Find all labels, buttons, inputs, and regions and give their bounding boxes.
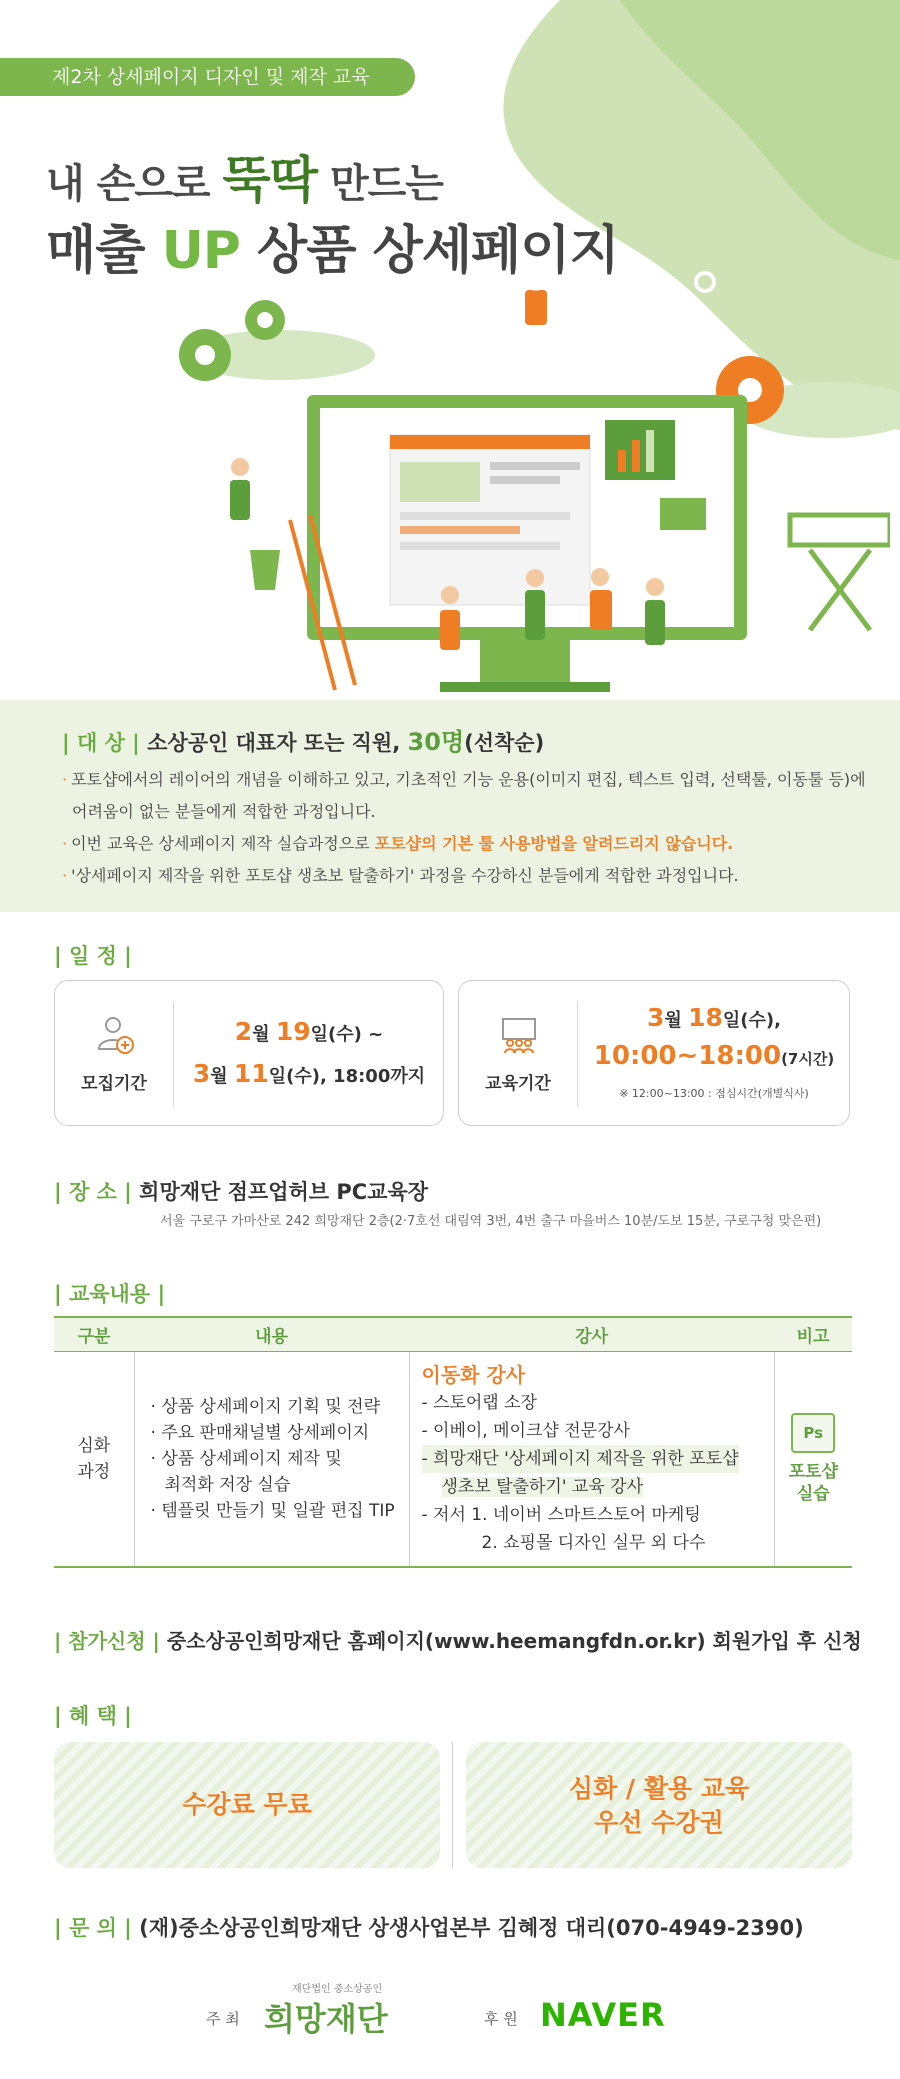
- classroom-icon: [499, 1015, 539, 1055]
- target-note-2: · 이번 교육은 상세페이지 제작 실습과정으로 포토샵의 기본 툴 사용방법을 알려드리지 않습니다.: [62, 834, 734, 853]
- target-note-2-text: 이번 교육은 상세페이지 제작 실습과정으로: [71, 834, 375, 853]
- host-logo: 희망재단: [264, 2000, 388, 2038]
- headline2-emphasis: UP: [161, 221, 240, 281]
- career-item: - 희망재단 '상세페이지 제작을 위한 포토샵: [422, 1445, 739, 1473]
- recruit-end-day: 11: [233, 1059, 269, 1088]
- target-label: | 대 상 |: [62, 731, 140, 755]
- contact-label-text: 문 의: [68, 1916, 117, 1940]
- headline-line1: [46, 140, 443, 212]
- edu-day: 18: [688, 1003, 723, 1032]
- recruit-end-month: 3: [192, 1059, 211, 1088]
- col-header: 구분: [54, 1317, 134, 1351]
- contact-text: (재)중소상공인희망재단 상생사업본부 김혜정 대리(070-4949-2390): [139, 1916, 804, 1940]
- recruit-end: [174, 1059, 444, 1088]
- benefit-priority-line2: 우선 수강권: [594, 1808, 724, 1837]
- recruit-start-day: 19: [275, 1017, 311, 1046]
- category-cell: [54, 1351, 134, 1567]
- edu-date: [578, 1003, 850, 1032]
- recruit-start: [174, 1017, 444, 1046]
- place-name: 희망재단 점프업허브 PC교육장: [139, 1180, 429, 1204]
- schedule-label-text: 일 정: [68, 944, 117, 968]
- edu-weekday: 일(수),: [722, 1010, 781, 1031]
- benefit-priority-line1: 심화 / 활용 교육: [568, 1774, 750, 1803]
- apply-text[interactable]: 중소상공인희망재단 홈페이지(www.heemangfdn.or.kr) 회원가입 후 신청: [166, 1629, 862, 1653]
- recruit-start-month: 2: [234, 1017, 253, 1046]
- list-item: · 상품 상세페이지 기획 및 전략: [150, 1396, 380, 1417]
- target-heading: [62, 722, 544, 757]
- headline-post: 만드는: [317, 161, 443, 207]
- target-section: [0, 700, 900, 912]
- content-table: [54, 1316, 852, 1568]
- edu-month-unit: 월: [664, 1010, 689, 1031]
- target-label-text: 대 상: [76, 731, 125, 755]
- target-note-3-text: '상세페이지 제작을 위한 포토샵 생초보 탈출하기' 과정을 수강하신 분들에게 적합한 과정입니다.: [71, 866, 739, 885]
- benefit-divider: [452, 1742, 453, 1868]
- col-header: 비고: [774, 1317, 852, 1351]
- category-line: 과정: [77, 1461, 111, 1482]
- place-label-text: 장 소: [68, 1180, 117, 1204]
- host-label: 주 최: [206, 2010, 240, 2028]
- headline-emphasis: 뚝딱: [222, 151, 318, 209]
- edu-hours: (7시간): [781, 1050, 835, 1068]
- recruit-caption: 모집기간: [81, 1074, 147, 1094]
- target-note-1: · 포토샵에서의 레이어의 개념을 이해하고 있고, 기초적인 기능 운용(이미지 편집, 텍스트 입력, 선택툴, 이동툴 등)에: [62, 770, 866, 789]
- course-badge: 제2차 상세페이지 디자인 및 제작 교육: [0, 58, 415, 96]
- list-item-text: 상품 상세페이지 제작 및: [161, 1448, 342, 1469]
- col-header: 내용: [134, 1317, 409, 1351]
- target-count-suffix: (선착순): [464, 731, 545, 755]
- benefit-label-text: 혜 택: [68, 1704, 117, 1728]
- recruit-end-weekday: 일(수), 18:00까지: [268, 1066, 426, 1087]
- edu-time-range: 10:00~18:00: [593, 1041, 782, 1071]
- instructor-cell: [409, 1351, 774, 1567]
- target-note-2-emphasis: 포토샵의 기본 툴 사용방법을 알려드리지 않습니다.: [374, 834, 734, 853]
- recruit-card: [54, 980, 444, 1126]
- note-cell: [774, 1351, 852, 1567]
- target-note-1b: 어려움이 없는 분들에게 적합한 과정입니다.: [72, 802, 376, 821]
- list-item: · 상품 상세페이지 제작 및: [150, 1448, 342, 1469]
- items-cell: [134, 1351, 409, 1567]
- list-item-text: 주요 판매채널별 상세페이지: [161, 1422, 370, 1443]
- list-item: · 주요 판매채널별 상세페이지: [150, 1422, 370, 1443]
- edu-time: [578, 1041, 850, 1071]
- place-heading: | 장 소 | 희망재단 점프업허브 PC교육장: [54, 1180, 429, 1204]
- edu-month: 3: [647, 1003, 665, 1032]
- headline-line2: [46, 208, 619, 283]
- sponsor-label: 후 원: [484, 2010, 518, 2028]
- photoshop-icon: Ps: [791, 1413, 835, 1453]
- career-item-cont: 생초보 탈출하기' 교육 강사: [441, 1476, 644, 1497]
- recruit-end-unit: 월: [210, 1066, 234, 1087]
- host-subtitle: 재단법인 중소상공인: [292, 1984, 383, 1995]
- note-line: 포토샵: [788, 1461, 838, 1482]
- lunch-note: ※ 12:00~13:00 : 점심시간(개별식사): [619, 1087, 809, 1100]
- benefit-free: 수강료 무료: [54, 1742, 440, 1868]
- place-address: 서울 구로구 가마산로 242 희망재단 2층(2·7호선 대림역 3번, 4번 출구 마을버스 10분/도보 15분, 구로구청 맞은편): [160, 1214, 822, 1229]
- content-label: | 교육내용 |: [54, 1282, 166, 1306]
- instructor-name: 이동화 강사: [421, 1362, 526, 1387]
- list-item-text: 상품 상세페이지 기획 및 전략: [161, 1396, 380, 1417]
- category-line: 심화: [77, 1435, 111, 1456]
- computer-illustration: [150, 290, 890, 700]
- headline2-post: 상품 상세페이지: [239, 221, 619, 281]
- headline2-pre: 매출: [46, 221, 162, 281]
- headline-pre: 내 손으로: [46, 161, 223, 207]
- recruit-start-weekday: 일(수) ~: [310, 1024, 384, 1045]
- benefit-label: | 혜 택 |: [54, 1704, 132, 1728]
- career-item: - 이베이, 메이크샵 전문강사: [421, 1420, 630, 1441]
- list-item-cont: 최적화 저장 실습: [164, 1474, 291, 1495]
- list-item-text: 템플릿 만들기 및 일괄 편집 TIP: [161, 1500, 395, 1521]
- col-header: 강사: [409, 1317, 774, 1351]
- career-item-cont: 2. 쇼핑몰 디자인 실무 외 다수: [481, 1532, 706, 1553]
- target-note-3: · '상세페이지 제작을 위한 포토샵 생초보 탈출하기' 과정을 수강하신 분들에게 적합한 과정입니다.: [62, 866, 739, 885]
- career-item: - 스토어랩 소장: [421, 1392, 537, 1413]
- target-count: 30명: [407, 728, 465, 756]
- edu-period-card: [458, 980, 850, 1126]
- benefit-priority: [466, 1742, 852, 1868]
- recruit-start-unit: 월: [252, 1024, 276, 1045]
- edu-period-caption: 교육기간: [485, 1074, 551, 1094]
- career-item: - 저서 1. 네이버 스마트스토어 마케팅: [421, 1504, 701, 1525]
- schedule-label: | 일 정 |: [54, 944, 132, 968]
- table-header-row: [54, 1317, 852, 1351]
- content-label-text: 교육내용: [68, 1282, 151, 1306]
- target-text: 소상공인 대표자 또는 직원,: [147, 731, 408, 755]
- table-row: [54, 1351, 852, 1567]
- apply-heading: | 참가신청 | 중소상공인희망재단 홈페이지(www.heemangfdn.or.kr) 회원가입 후 신청: [54, 1629, 862, 1653]
- apply-label-text: 참가신청: [68, 1629, 146, 1653]
- hero: [0, 0, 900, 700]
- note-line: 실습: [796, 1483, 830, 1504]
- person-add-icon: [95, 1015, 135, 1055]
- naver-logo: NAVER: [540, 1996, 666, 2034]
- list-item: · 템플릿 만들기 및 일괄 편집 TIP: [150, 1500, 395, 1521]
- contact-heading: | 문 의 | (재)중소상공인희망재단 상생사업본부 김혜정 대리(070-4949-2390): [54, 1916, 804, 1940]
- target-note-1-text: 포토샵에서의 레이어의 개념을 이해하고 있고, 기초적인 기능 운용(이미지 편집, 텍스트 입력, 선택툴, 이동툴 등)에: [71, 770, 866, 789]
